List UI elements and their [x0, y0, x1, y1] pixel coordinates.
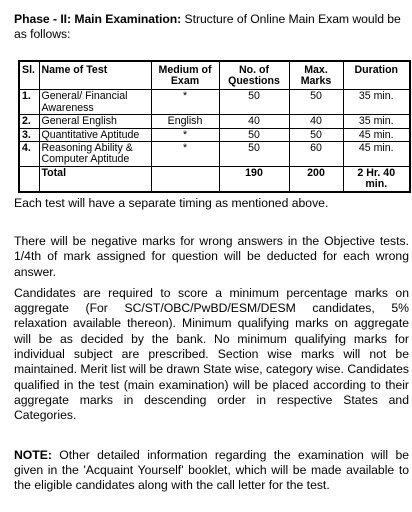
- cell-sl: 3.: [19, 128, 39, 141]
- header-medium: Medium of Exam: [151, 61, 219, 90]
- cell-medium: *: [151, 142, 219, 167]
- negative-marks-paragraph: There will be negative marks for wrong answers in the Objective tests. 1/4th of mark assigned for question will be deducted for each wrong answer.: [14, 233, 409, 279]
- cell-duration: 35 min.: [343, 115, 410, 128]
- cell-sl: 2.: [19, 115, 39, 128]
- cell-medium: English: [151, 115, 219, 128]
- heading-bold: Phase - II: Main Examination:: [14, 12, 182, 26]
- cell-name: General English: [39, 115, 151, 128]
- cell-total-questions: 190: [219, 166, 289, 191]
- document-page: [14, 12, 409, 493]
- cell-medium: *: [151, 128, 219, 141]
- note-label: NOTE:: [14, 447, 52, 462]
- cell-duration: 35 min.: [343, 90, 410, 115]
- cell-duration: 45 min.: [343, 142, 410, 167]
- cell-name: Quantitative Aptitude: [39, 128, 151, 141]
- cell-duration: 45 min.: [343, 128, 410, 141]
- header-marks: Max. Marks: [289, 61, 343, 90]
- cell-marks: 50: [289, 90, 343, 115]
- cell-blank: [151, 166, 219, 191]
- cell-total-marks: 200: [289, 166, 343, 191]
- table-header-row: [19, 61, 410, 90]
- header-name-of-test: Name of Test: [39, 61, 151, 90]
- cell-total-duration: 2 Hr. 40 min.: [343, 166, 410, 191]
- table-row: [19, 142, 410, 167]
- cell-medium: *: [151, 90, 219, 115]
- qualifying-marks-paragraph: Candidates are required to score a minimum percentage marks on aggregate (For SC/ST/OBC/PwBD/ESM/DESM candidates, 5% relaxation available thereon). Minimum qualifying marks on aggregate will be as decided by the bank. No minimum qualifying marks for individual subject are prescribed. Section wise marks will not be maintained. Merit list will be drawn State wise, category wise. Candidates qualified in the test (main examination) will be placed according to their aggregate marks in descending order in respective States and Categories.: [14, 285, 409, 423]
- cell-questions: 50: [219, 128, 289, 141]
- cell-sl: 4.: [19, 142, 39, 167]
- table-row: [19, 115, 410, 128]
- cell-questions: 50: [219, 142, 289, 167]
- cell-name: Reasoning Ability & Computer Aptitude: [39, 142, 151, 167]
- cell-marks: 40: [289, 115, 343, 128]
- cell-marks: 60: [289, 142, 343, 167]
- cell-name: General/ Financial Awareness: [39, 90, 151, 115]
- table-total-row: [19, 166, 410, 191]
- heading-rest: Structure of Online Main Exam would be as follows:: [14, 12, 401, 42]
- cell-questions: 50: [219, 90, 289, 115]
- note-paragraph: [14, 448, 409, 494]
- cell-blank: [19, 166, 39, 191]
- note-text: Other detailed information regarding the examination will be given in the 'Acquaint Yourself' booklet, which will be made available to the eligible candidates along with the call letter for the test.: [14, 447, 409, 493]
- cell-questions: 40: [219, 115, 289, 128]
- header-questions: No. of Questions: [219, 61, 289, 90]
- cell-marks: 50: [289, 128, 343, 141]
- cell-total-label: Total: [39, 166, 151, 191]
- header-duration: Duration: [343, 61, 410, 90]
- timing-paragraph: Each test will have a separate timing as mentioned above.: [14, 195, 329, 210]
- exam-structure-table: [18, 60, 411, 193]
- table-row: [19, 90, 410, 115]
- header-sl: Sl.: [19, 61, 39, 90]
- cell-sl: 1.: [19, 90, 39, 115]
- table-row: [19, 128, 410, 141]
- section-heading: [14, 12, 409, 43]
